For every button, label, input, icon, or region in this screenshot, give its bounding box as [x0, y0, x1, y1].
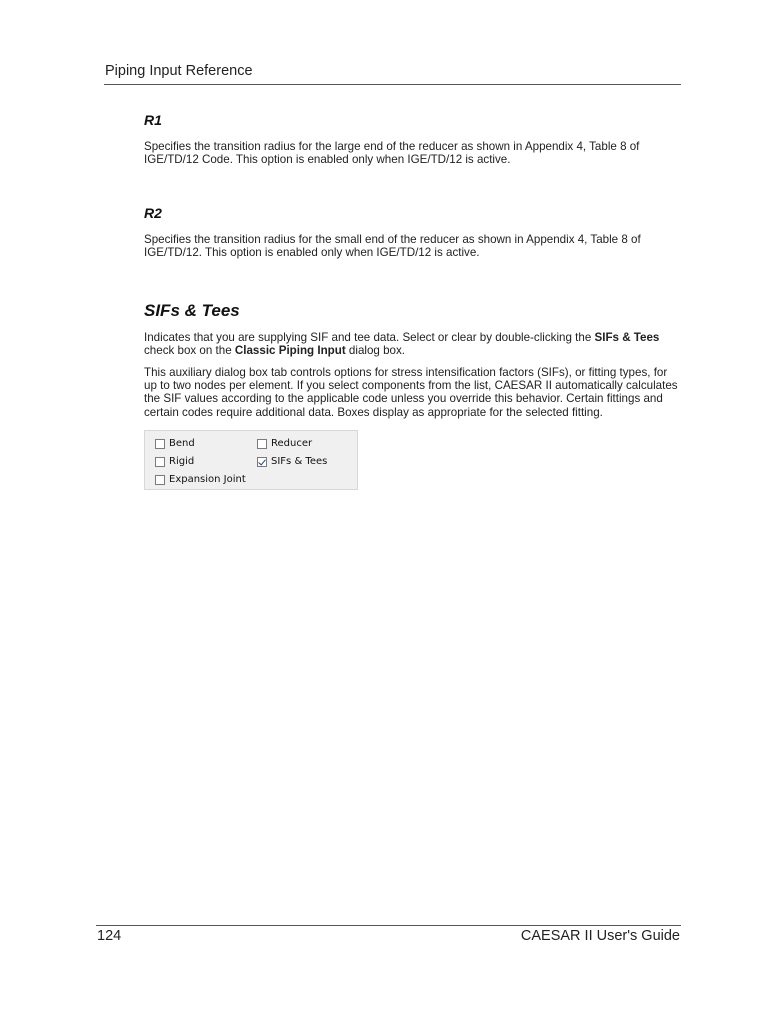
bend-checkbox-label: Bend	[169, 438, 195, 450]
sifs-intro-text-1: Indicates that you are supplying SIF and tee data. Select or clear by double-clicking the	[144, 331, 595, 345]
sifs-intro-text-2: check box on the	[144, 344, 235, 358]
sifs-intro-paragraph	[144, 331, 680, 358]
sifs-detail-paragraph: This auxiliary dialog box tab controls options for stress intensification factors (SIFs), or fitting types, for up to two nodes per element. If you select components from the list, CAESAR II automatically calculates the SIF values according to the applicable code unless you override this behavior. Certain fittings and certain codes require additional data. Boxes display as appropriate for the selected fitting.	[144, 365, 678, 419]
bend-checkbox-box[interactable]	[155, 439, 165, 449]
page-number: 124	[97, 928, 122, 944]
sifs-intro-text-3: dialog box.	[345, 344, 406, 358]
running-header: Piping Input Reference	[105, 63, 253, 79]
r2-heading: R2	[144, 204, 162, 221]
element-options-dialog-image	[144, 430, 358, 490]
sifs-tees-checkbox-ref: SIFs & Tees	[594, 331, 660, 345]
sifs-tees-heading: SIFs & Tees	[144, 301, 240, 321]
r2-description: Specifies the transition radius for the small end of the reducer as shown in Appendix 4, Table 8 of IGE/TD/12. This option is enabled only when IGE/TD/12 is active.	[144, 232, 641, 259]
footer-rule	[96, 925, 681, 926]
sifs-tees-checkbox[interactable]	[257, 455, 327, 469]
reducer-checkbox-label: Reducer	[271, 438, 313, 450]
expansion-joint-checkbox-box[interactable]	[155, 475, 165, 485]
rigid-checkbox[interactable]	[155, 455, 194, 469]
reducer-checkbox-box[interactable]	[257, 439, 267, 449]
r1-heading: R1	[144, 112, 162, 128]
expansion-joint-checkbox-label: Expansion Joint	[169, 474, 246, 486]
expansion-joint-checkbox[interactable]	[155, 473, 246, 487]
sifs-tees-checkbox-label: SIFs & Tees	[271, 456, 328, 468]
sifs-tees-checkbox-box[interactable]	[257, 457, 267, 467]
header-rule	[104, 84, 681, 85]
classic-piping-input-ref: Classic Piping Input	[234, 344, 346, 358]
r1-description: Specifies the transition radius for the large end of the reducer as shown in Appendix 4, Table 8 of IGE/TD/12 Code. This option is enabled only when IGE/TD/12 is active.	[144, 140, 640, 167]
guide-title: CAESAR II User's Guide	[520, 928, 680, 944]
bend-checkbox[interactable]	[155, 437, 195, 451]
page-content	[144, 112, 680, 490]
rigid-checkbox-label: Rigid	[169, 456, 195, 468]
reducer-checkbox[interactable]	[257, 437, 312, 451]
rigid-checkbox-box[interactable]	[155, 457, 165, 467]
